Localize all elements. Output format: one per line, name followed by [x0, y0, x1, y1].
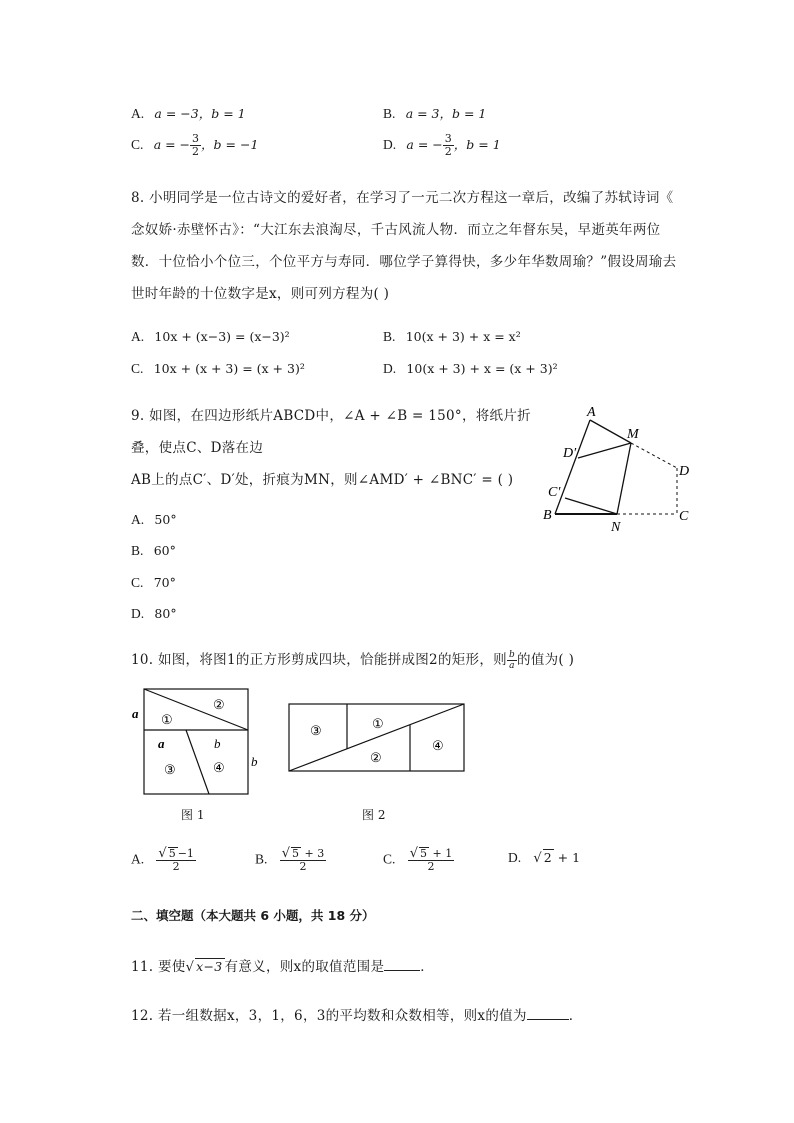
fig2-caption: 图 2 — [362, 808, 386, 822]
option-c-fraction: $\frac{√ 5 + 1}{2}$ — [409, 846, 453, 873]
q8-option-a: A. 10x + (x−3) = (x−3)² — [131, 329, 290, 344]
q11: 11. 要使√ x−3 有意义，则x的取值范围是 ． — [131, 959, 435, 975]
fraction: $\frac{3}{2}$ — [192, 132, 200, 158]
q7-option-a: A. a = −3，b = 1 — [131, 106, 246, 121]
fig1-cut — [186, 730, 209, 794]
fig1-caption: 图 1 — [181, 808, 205, 822]
edge-c1n — [565, 498, 617, 514]
q8-line-1: 8. 小明同学是一位古诗文的爱好者，在学习了一元二次方程这一章后，改编了苏轼诗词《 — [131, 190, 674, 206]
q8-line-2: 念奴娇·赤壁怀古》：“大江东去浪淘尽，千古风流人物．而立之年督东吴，早逝英年两位 — [131, 222, 661, 238]
q7-option-c: C. a = − $\frac{3}{2}$ ，b = −1 — [131, 132, 259, 158]
label-a: A — [587, 405, 596, 420]
fig1-piece-3: ③ — [164, 762, 176, 777]
option-b-fraction: $\frac{√ 5 + 3}{2}$ — [281, 846, 325, 873]
fig1-piece-2: ② — [213, 697, 225, 712]
label-m: M — [627, 427, 639, 442]
q12: 12. 若一组数据x，3，1，6，3的平均数和众数相等，则x的值为 ． — [131, 1008, 583, 1024]
q10-option-c: C. $\frac{√ 5 + 1}{2}$ — [383, 846, 453, 873]
fig2-piece-4: ④ — [432, 738, 444, 753]
q7-option-b: B. a = 3，b = 1 — [383, 106, 487, 121]
fig1-piece-1: ① — [161, 712, 173, 727]
q10-stem: 10. 如图，将图1的正方形剪成四块，恰能拼成图2的矩形，则 $\frac{b}{a}$ 的值为( ) — [131, 650, 575, 671]
q11-answer-blank[interactable] — [384, 958, 420, 971]
label-c: C — [679, 509, 689, 524]
q8-line-4: 世时年龄的十位数字是x，则可列方程为( ) — [131, 286, 390, 302]
q9-line-3: AB上的点C′、D′处，折痕为MN，则∠AMD′ + ∠BNC′ = ( ) — [131, 472, 514, 488]
q9-line-2: 叠，使点C、D落在边 — [131, 440, 264, 456]
fig1-label-b: b — [251, 754, 258, 769]
fraction-b-over-a: $\frac{b}{a}$ — [508, 650, 516, 671]
fig1-label-a-inner: a — [158, 736, 165, 751]
edge-md-dashed — [631, 443, 677, 468]
edge-am — [590, 420, 631, 443]
q8-line-3: 数．十位恰小个位三，个位平方与寿同．哪位学子算得快，多少年华数周瑜？”假设周瑜去 — [131, 254, 677, 270]
q9-option-a: A. 50° — [131, 512, 177, 527]
fig1-label-b-inner: b — [214, 736, 221, 751]
fig1-piece-4: ④ — [213, 760, 225, 775]
q8-option-d: D. 10(x + 3) + x = (x + 3)² — [383, 361, 558, 376]
fig2-piece-2: ② — [370, 750, 382, 765]
fig2-piece-1: ① — [372, 716, 384, 731]
label-c-prime: C′ — [548, 485, 561, 500]
q9-line-1: 9. 如图，在四边形纸片ABCD中，∠A + ∠B = 150°，将纸片折 — [131, 408, 531, 424]
q10-option-a: A. $\frac{√ 5 -1}{2}$ — [131, 846, 194, 873]
q8-option-b: B. 10(x + 3) + x = x² — [383, 329, 521, 344]
edge-d1m — [578, 443, 631, 458]
crease-mn — [617, 443, 631, 514]
fig1-label-a: a — [132, 706, 139, 721]
q9-option-d: D. 80° — [131, 606, 177, 621]
q9-quadrilateral-figure — [535, 398, 705, 538]
q7-option-d: D. a = − $\frac{3}{2}$ ，b = 1 — [383, 132, 501, 158]
label-n: N — [611, 520, 621, 535]
label-d: D — [679, 464, 690, 479]
q8-option-c: C. 10x + (x + 3) = (x + 3)² — [131, 361, 305, 376]
q9-option-c: C. 70° — [131, 575, 176, 590]
fraction: $\frac{3}{2}$ — [444, 132, 452, 158]
q10-figure-1 — [128, 684, 268, 799]
q9-option-b: B. 60° — [131, 543, 176, 558]
fig2-piece-3: ③ — [310, 723, 322, 738]
option-a-fraction: $\frac{√ 5 -1}{2}$ — [158, 846, 194, 873]
q10-option-d: D. √ 2 + 1 — [508, 850, 581, 866]
q10-figure-2 — [286, 700, 471, 776]
fig1-diagonal — [144, 689, 248, 730]
label-d-prime: D′ — [563, 446, 577, 461]
q12-answer-blank[interactable] — [527, 1007, 569, 1020]
q10-option-b: B. $\frac{√ 5 + 3}{2}$ — [255, 846, 325, 873]
section-heading-fill-in: 二、填空题（本大题共 6 小题，共 18 分） — [131, 908, 375, 923]
label-b: B — [543, 508, 552, 523]
